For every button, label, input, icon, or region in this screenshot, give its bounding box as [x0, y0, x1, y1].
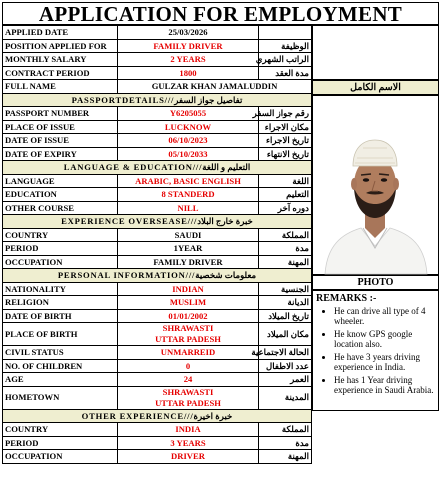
field-label: PLACE OF ISSUE [3, 120, 118, 134]
form-row [3, 174, 312, 188]
field-value: NILL [118, 201, 259, 215]
field-value: 8 STANDERD [118, 188, 259, 202]
form-row [3, 436, 312, 450]
field-arabic-label: مدة [259, 242, 312, 256]
field-value: FAMILY DRIVER [118, 39, 259, 53]
top-right-blank-area [312, 25, 439, 80]
field-label: RELIGION [3, 296, 118, 310]
section-header-other_experience: OTHER EXPERIENCE///خبرة اخيرة [3, 409, 312, 423]
field-arabic-label: مدة العقد [259, 66, 312, 80]
form-row [3, 53, 312, 67]
field-value: ARABIC, BASIC ENGLISH [118, 174, 259, 188]
field-arabic-label: تاريخ الاجراء [259, 134, 312, 148]
field-label: CONTRACT PERIOD [3, 66, 118, 80]
field-label: PLACE OF BIRTH [3, 323, 118, 346]
field-arabic-label: الديانة [259, 296, 312, 310]
form-row [3, 386, 312, 409]
field-value: 0 [118, 359, 259, 373]
field-label: PASSPORT NUMBER [3, 107, 118, 121]
field-value: 3 YEARS [118, 436, 259, 450]
form-row [3, 188, 312, 202]
field-label: OCCUPATION [3, 255, 118, 269]
field-label: OTHER COURSE [3, 201, 118, 215]
field-value: 1800 [118, 66, 259, 80]
form-row [3, 359, 312, 373]
form-row [3, 373, 312, 387]
section-row [3, 409, 312, 423]
field-arabic-label: الحالة الاجتماعية [259, 346, 312, 360]
field-label: DATE OF BIRTH [3, 309, 118, 323]
form-row [3, 201, 312, 215]
field-value: 24 [118, 373, 259, 387]
field-value: SHRAWASTI UTTAR PADESH [118, 323, 259, 346]
section-header-passport: PASSPORTDETAILS///تفاصيل جواز السفر [3, 93, 312, 107]
form-row [3, 282, 312, 296]
form-row [3, 120, 312, 134]
field-label: NATIONALITY [3, 282, 118, 296]
field-arabic-label: الراتب الشهري [259, 53, 312, 67]
field-label: COUNTRY [3, 228, 118, 242]
remark-item: • He have 3 years driving experience in India. [334, 352, 435, 372]
field-value: UNMARREID [118, 346, 259, 360]
remark-item: • He know GPS google location also. [334, 329, 435, 349]
field-label: PERIOD [3, 436, 118, 450]
field-value: SHRAWASTI UTTAR PADESH [118, 386, 259, 409]
form-row [3, 228, 312, 242]
section-header-personal: PERSONAL INFORMATION///معلومات شخصية [3, 269, 312, 283]
section-row [3, 215, 312, 229]
applicant-photo [313, 96, 438, 274]
photo-area [312, 95, 439, 275]
field-arabic-label: العمر [259, 373, 312, 387]
field-arabic-label: التعليم [259, 188, 312, 202]
section-header-language: LANGUAGE & EDUCATION///التعليم و اللغة [3, 161, 312, 175]
field-value: 01/01/2002 [118, 309, 259, 323]
field-label: PERIOD [3, 242, 118, 256]
field-arabic-label: مكان الميلاد [259, 323, 312, 346]
field-arabic-label: المملكة [259, 423, 312, 437]
field-value: INDIA [118, 423, 259, 437]
field-arabic-label: المملكة [259, 228, 312, 242]
field-arabic-label: عدد الاطفال [259, 359, 312, 373]
field-label: DATE OF EXPIRY [3, 147, 118, 161]
field-label: NO. OF CHILDREN [3, 359, 118, 373]
field-value: LUCKNOW [118, 120, 259, 134]
field-value: 06/10/2023 [118, 134, 259, 148]
form-row [3, 450, 312, 464]
remarks-box [312, 290, 439, 411]
field-label: EDUCATION [3, 188, 118, 202]
field-label: MONTHLY SALARY [3, 53, 118, 67]
field-arabic-label: الجنسية [259, 282, 312, 296]
form-row [3, 147, 312, 161]
field-arabic-label: المهنة [259, 450, 312, 464]
field-value: MUSLIM [118, 296, 259, 310]
field-arabic-label: دوره آخر [259, 201, 312, 215]
field-arabic-label: مدة [259, 436, 312, 450]
field-label: LANGUAGE [3, 174, 118, 188]
field-arabic-label: رقم جواز السفر [259, 107, 312, 121]
field-value: 2 YEARS [118, 53, 259, 67]
remarks-title: REMARKS :- [316, 293, 377, 304]
field-value: 1YEAR [118, 242, 259, 256]
field-label: POSITION APPLIED FOR [3, 39, 118, 53]
form-row [3, 323, 312, 346]
field-value: DRIVER [118, 450, 259, 464]
remark-item: • He has 1 Year driving experience in Saudi Arabia. [334, 375, 435, 395]
field-label: APPLIED DATE [3, 26, 118, 40]
form-row [3, 66, 312, 80]
form-row [3, 39, 312, 53]
form-row [3, 255, 312, 269]
field-label: COUNTRY [3, 423, 118, 437]
field-label: CIVIL STATUS [3, 346, 118, 360]
full-name-row [3, 80, 312, 94]
form-row [3, 296, 312, 310]
remarks-list [316, 306, 435, 395]
field-value: 05/10/2033 [118, 147, 259, 161]
details-table [2, 25, 312, 464]
field-value: 25/03/2026 [118, 26, 259, 40]
field-value: SAUDI [118, 228, 259, 242]
field-value: Y6205055 [118, 107, 259, 121]
photo-label: PHOTO [312, 275, 439, 290]
form-row [3, 26, 312, 40]
section-row [3, 93, 312, 107]
section-header-experience_overseas: EXPERIENCE OVERSEASE///خبرة خارج البلاد [3, 215, 312, 229]
form-row [3, 423, 312, 437]
field-arabic-label: تاريخ الميلاد [259, 309, 312, 323]
field-value: INDIAN [118, 282, 259, 296]
form-row [3, 346, 312, 360]
field-arabic-label: الوظيفة [259, 39, 312, 53]
form-title: APPLICATION FOR EMPLOYMENT [2, 2, 439, 25]
field-arabic-label: اللغة [259, 174, 312, 188]
full-name-label: FULL NAME [3, 80, 118, 94]
field-arabic-label: المهنة [259, 255, 312, 269]
full-name-value: GULZAR KHAN JAMALUDDIN [118, 80, 312, 94]
full-name-arabic-label: الاسم الكامل [312, 80, 439, 95]
remark-item: • He can drive all type of 4 wheeler. [334, 306, 435, 326]
form-row [3, 134, 312, 148]
field-value: FAMILY DRIVER [118, 255, 259, 269]
field-label: OCCUPATION [3, 450, 118, 464]
field-label: DATE OF ISSUE [3, 134, 118, 148]
field-arabic-label: مكان الاجراء [259, 120, 312, 134]
form-row [3, 242, 312, 256]
form-row [3, 107, 312, 121]
field-arabic-label: تاريخ الانتهاء [259, 147, 312, 161]
form-row [3, 309, 312, 323]
field-label: AGE [3, 373, 118, 387]
section-row [3, 269, 312, 283]
field-arabic-label [259, 26, 312, 40]
field-arabic-label: المدينة [259, 386, 312, 409]
field-label: HOMETOWN [3, 386, 118, 409]
section-row [3, 161, 312, 175]
